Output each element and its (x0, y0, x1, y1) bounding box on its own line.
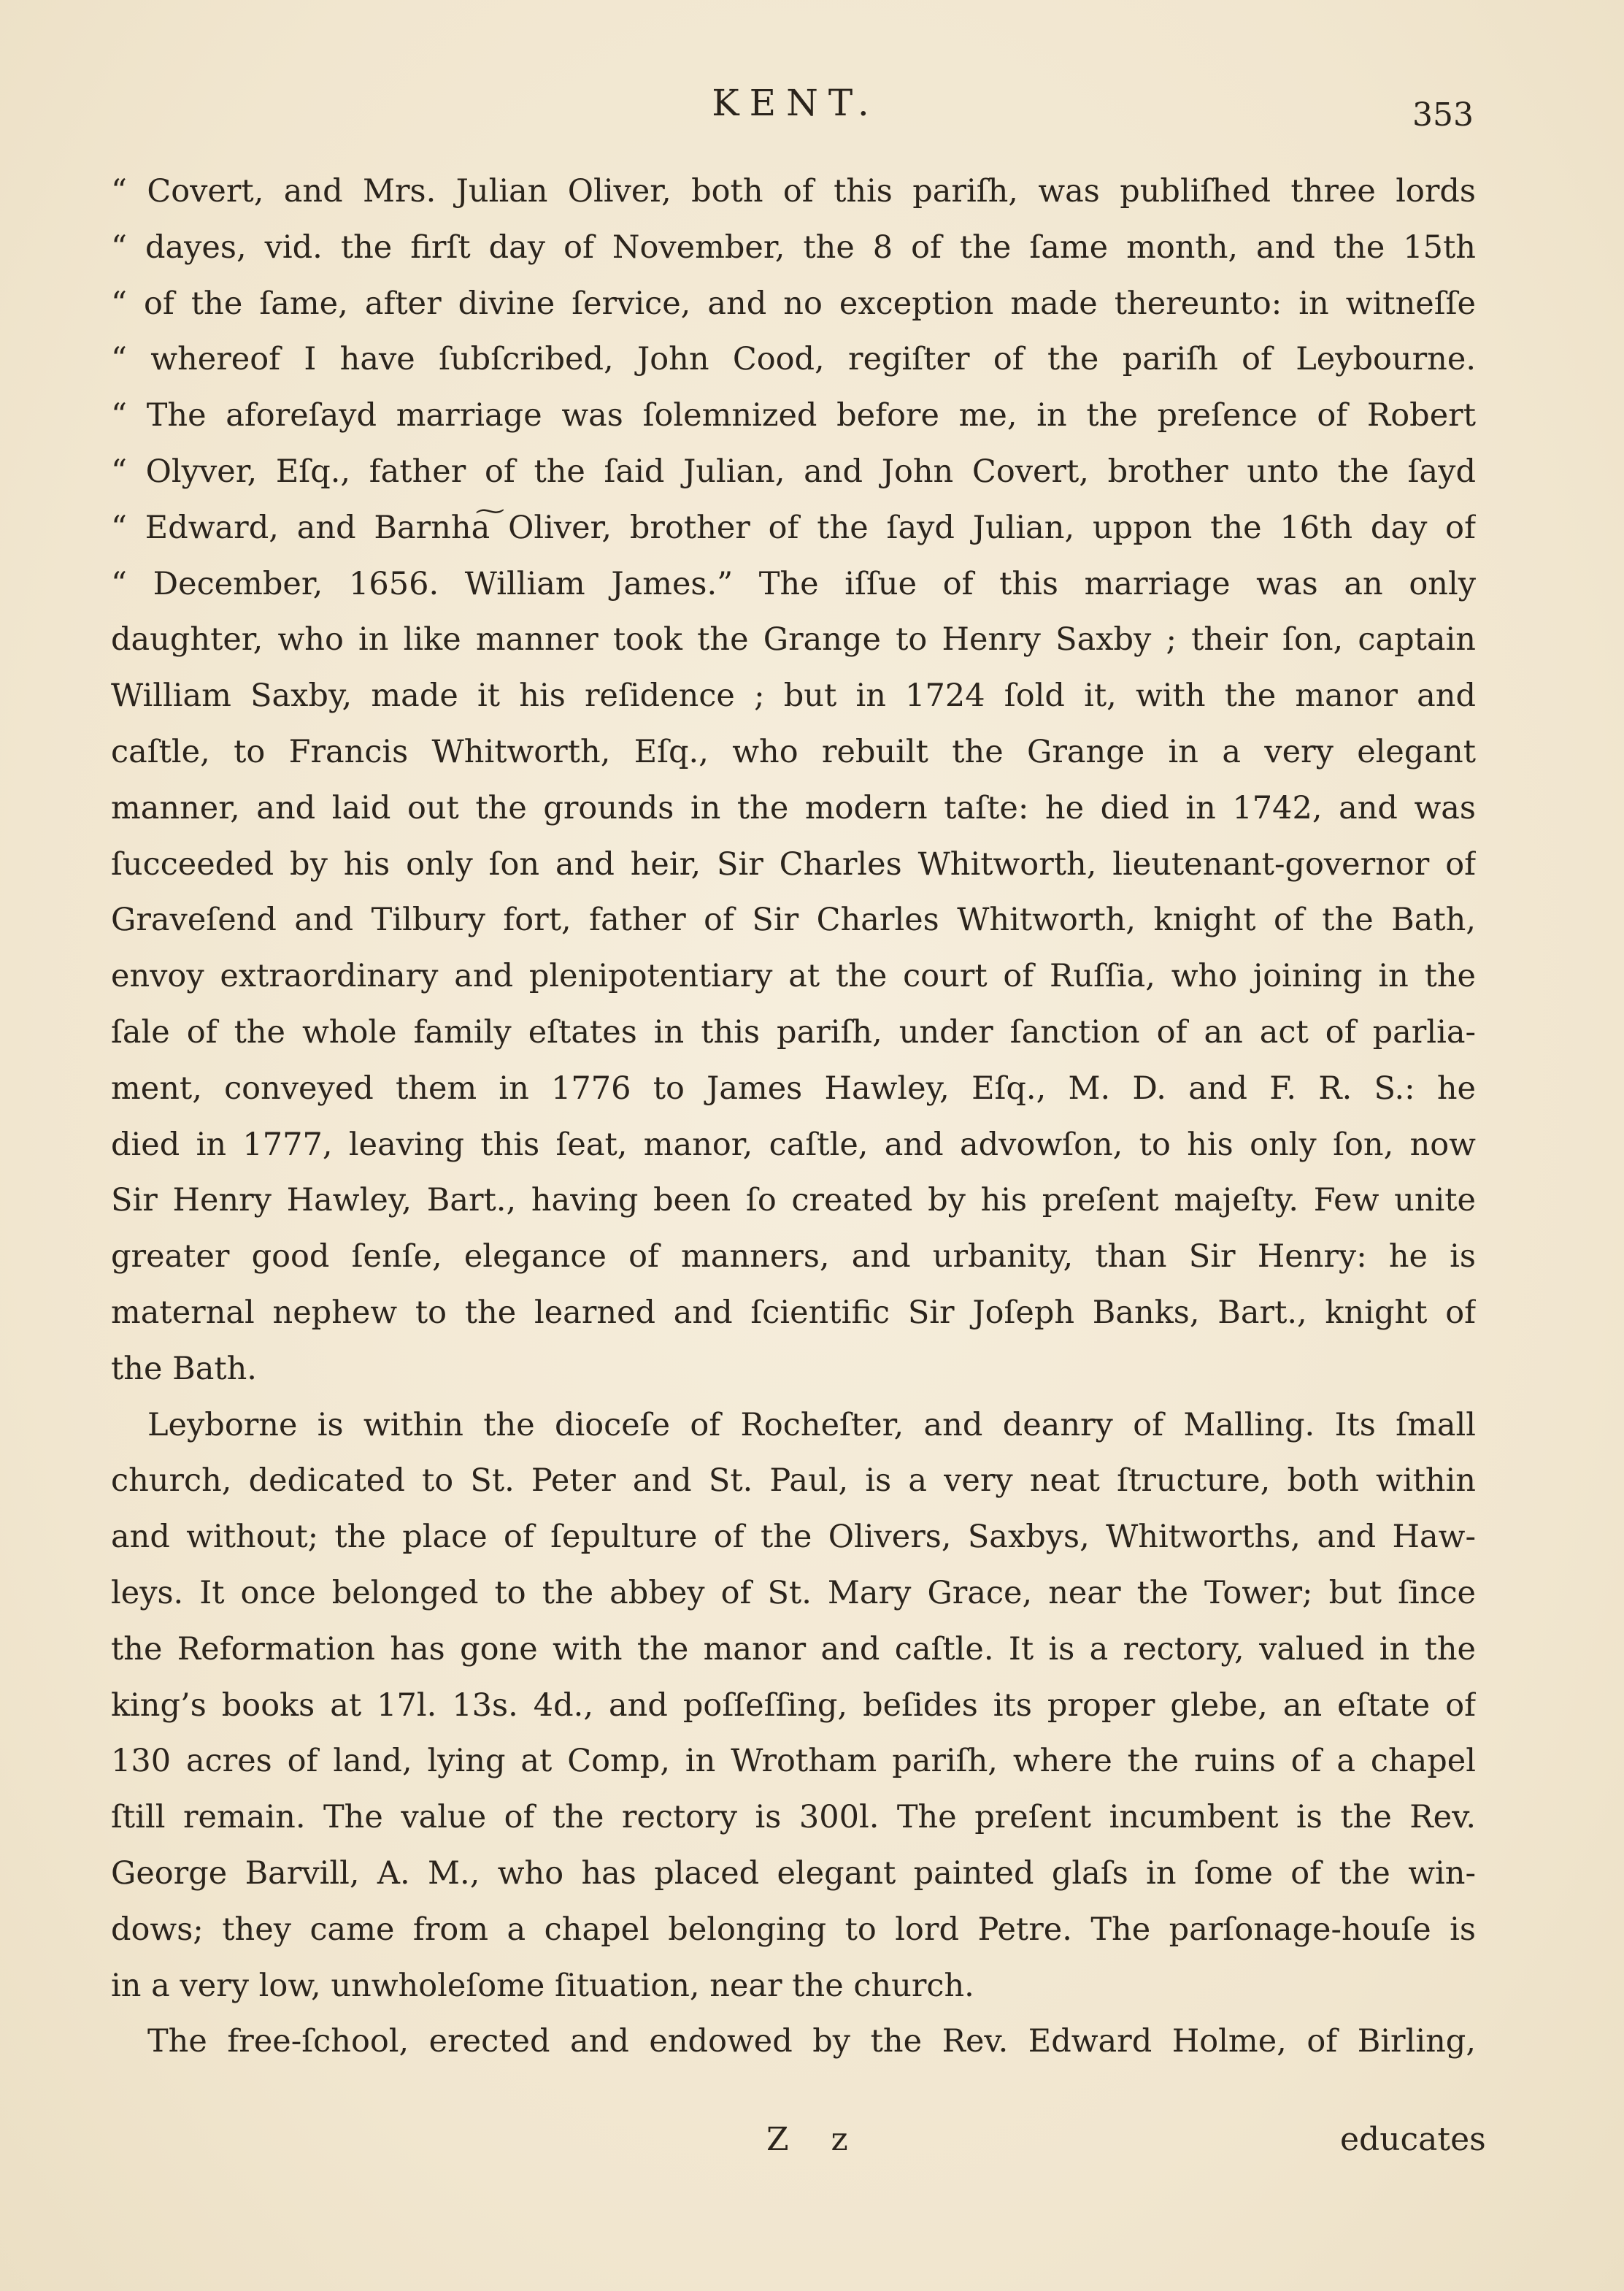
text-line: “ Edward, and Barnha͠ Oliver, brother of the ſayd Julian, uppon the 16th day of (111, 509, 1476, 546)
text-line: “ Covert, and Mrs. Julian Oliver, both of this pariſh, was publiſhed three lords (111, 173, 1476, 210)
text-line: king’s books at 17l. 13s. 4d., and poſſeſſing, beſides its proper glebe, an eſtate of (111, 1686, 1476, 1724)
signature-mark: Z z (766, 2121, 864, 2158)
body-text (111, 164, 1476, 2070)
text-line: ſucceeded by his only ſon and heir, Sir Charles Whitworth, lieutenant-governor of (111, 845, 1476, 883)
text-line: William Saxby, made it his reſidence ; but in 1724 ſold it, with the manor and (111, 678, 1476, 715)
text-line: manner, and laid out the grounds in the modern taſte: he died in 1742, and was (111, 789, 1476, 826)
text-line: daughter, who in like manner took the Grange to Henry Saxby ; their ſon, captain (111, 621, 1476, 659)
running-head: KENT. (712, 82, 880, 124)
text-line: greater good ſenſe, elegance of manners, and urbanity, than Sir Henry: he is (111, 1238, 1476, 1275)
text-line: “ dayes, vid. the firſt day of November, the 8 of the ſame month, and the 15th (111, 229, 1476, 266)
text-line: Graveſend and Tilbury fort, father of Sir Charles Whitworth, knight of the Bath, (111, 902, 1476, 939)
text-line: envoy extraordinary and plenipotentiary at the court of Ruſſia, who joining in the (111, 958, 1476, 995)
catchword: educates (1340, 2121, 1486, 2158)
text-line: leys. It once belonged to the abbey of St. Mary Grace, near the Tower; but ſince (111, 1574, 1476, 1611)
text-line: “ Olyver, Eſq., father of the ſaid Julian, and John Covert, brother unto the ſayd (111, 453, 1476, 490)
text-line: “ December, 1656. William James.” The iſſue of this marriage was an only (111, 565, 1476, 602)
text-line: ſtill remain. The value of the rectory is 300l. The preſent incumbent is the Rev. (111, 1799, 1476, 1836)
text-line: and without; the place of ſepulture of the Olivers, Saxbys, Whitworths, and Haw- (111, 1519, 1476, 1556)
text-line: the Reformation has gone with the manor and caſtle. It is a rectory, valued in the (111, 1630, 1476, 1668)
text-line: “ of the ſame, after divine ſervice, and no exception made thereunto: in witneſſe (111, 285, 1476, 322)
text-line: in a very low, unwholeſome ſituation, near the church. (111, 1967, 974, 2004)
text-line: 130 acres of land, lying at Comp, in Wrotham pariſh, where the ruins of a chapel (111, 1743, 1476, 1780)
text-line: Leyborne is within the dioceſe of Rocheſter, and deanry of Malling. Its ſmall (147, 1406, 1476, 1443)
text-line: dows; they came from a chapel belonging to lord Petre. The parſonage-houſe is (111, 1911, 1476, 1948)
text-line: died in 1777, leaving this ſeat, manor, caſtle, and advowſon, to his only ſon, now (111, 1126, 1476, 1163)
page-number: 353 (1412, 96, 1474, 134)
text-line: maternal nephew to the learned and ſcientific Sir Joſeph Banks, Bart., knight of (111, 1294, 1476, 1331)
text-line: church, dedicated to St. Peter and St. Paul, is a very neat ſtructure, both within (111, 1462, 1476, 1500)
text-line: Sir Henry Hawley, Bart., having been ſo created by his preſent majeſty. Few unite (111, 1182, 1476, 1219)
text-line: caſtle, to Francis Whitworth, Eſq., who rebuilt the Grange in a very elegant (111, 733, 1476, 770)
text-line: George Barvill, A. M., who has placed elegant painted glaſs in ſome of the win- (111, 1854, 1476, 1892)
text-line: ment, conveyed them in 1776 to James Hawley, Eſq., M. D. and F. R. S.: he (111, 1070, 1476, 1107)
text-line: “ whereof I have ſubſcribed, John Cood, regiſter of the pariſh of Leybourne. (111, 341, 1476, 378)
text-line: “ The aforeſayd marriage was ſolemnized before me, in the preſence of Robert (111, 397, 1476, 434)
text-line: ſale of the whole family eſtates in this pariſh, under ſanction of an act of parlia- (111, 1013, 1476, 1051)
text-line: the Bath. (111, 1350, 257, 1387)
text-line: The free-ſchool, erected and endowed by the Rev. Edward Holme, of Birling, (147, 2023, 1476, 2060)
